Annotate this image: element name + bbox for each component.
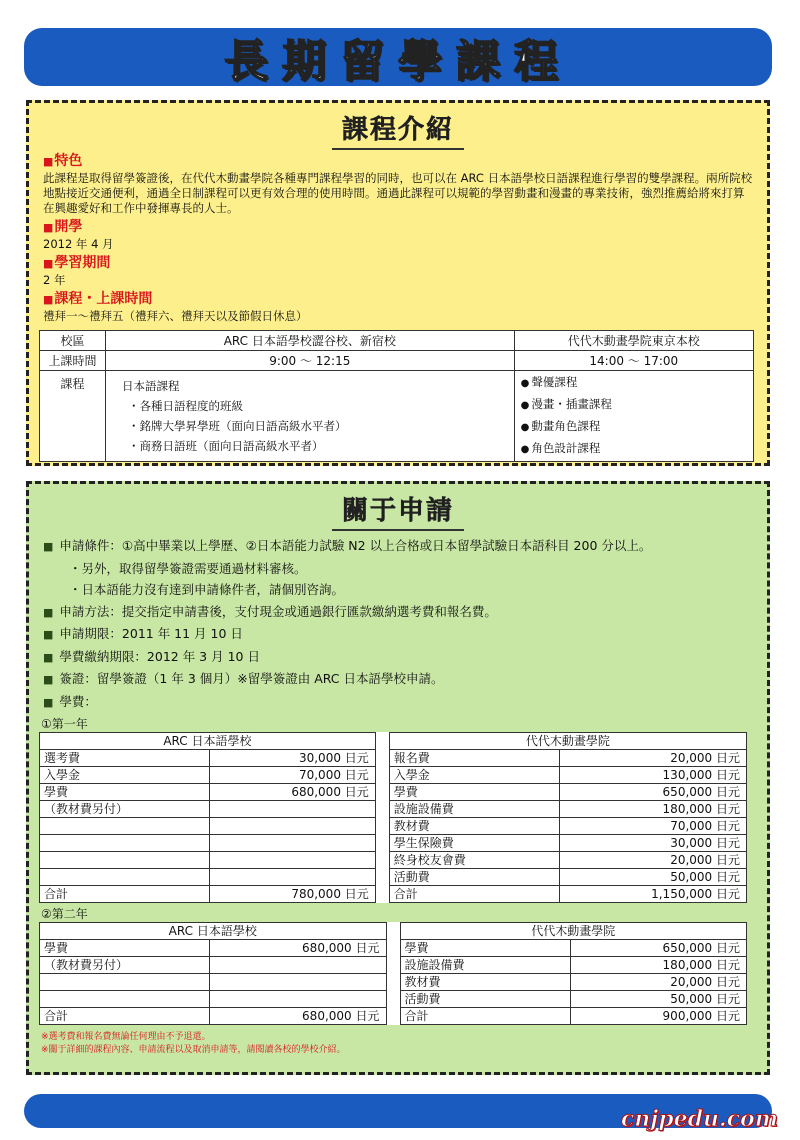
fee-amount-a xyxy=(210,835,376,852)
table-row xyxy=(40,852,747,869)
fee-item-a xyxy=(40,974,210,991)
intro-heading: 課程介紹 xyxy=(29,109,767,150)
application-panel xyxy=(26,481,770,1075)
fee-amount-b: 900,000 日元 xyxy=(570,1008,747,1025)
list-item: ● 動畫角色課程 xyxy=(521,416,747,438)
table-row xyxy=(40,750,747,767)
year2-fee-table xyxy=(39,922,747,1025)
fee-amount-a: 680,000 日元 xyxy=(210,1008,387,1025)
fee-amount-b: 30,000 日元 xyxy=(559,835,746,852)
table-row xyxy=(40,767,747,784)
fee-item-b: 活動費 xyxy=(400,991,570,1008)
fee-item-a: 合計 xyxy=(40,886,210,903)
fee-item-b: 合計 xyxy=(389,886,559,903)
fee-amount-b: 130,000 日元 xyxy=(559,767,746,784)
table-row xyxy=(40,835,747,852)
table-header xyxy=(40,733,747,750)
fee-amount-a: 780,000 日元 xyxy=(210,886,376,903)
fee-amount-a: 70,000 日元 xyxy=(210,767,376,784)
fee-amount-a: 680,000 日元 xyxy=(210,940,387,957)
schedule-label: ■ 課程・上課時間 xyxy=(43,290,753,309)
table-row xyxy=(40,801,747,818)
year1-fee-table xyxy=(39,732,747,903)
table-row xyxy=(40,1008,747,1025)
cond-sub1: ・另外，取得留學簽證需要通過材料審核。 xyxy=(69,560,307,576)
visa-item: ■ 簽證：留學簽證（1 年 3 個月）※留學簽證由 ARC 日本語學校申請。 xyxy=(43,671,444,686)
fee-amount-b: 70,000 日元 xyxy=(559,818,746,835)
time-label: 上課時間 xyxy=(40,351,106,371)
table-header xyxy=(40,923,747,940)
list-item: ・銘牌大學昇學班（面向日語高級水平者） xyxy=(128,419,347,433)
table-row xyxy=(40,974,747,991)
fee-item-b: 教材費 xyxy=(400,974,570,991)
fee-item-a xyxy=(40,869,210,886)
fee-item-a xyxy=(40,852,210,869)
fee-item-b: 報名費 xyxy=(389,750,559,767)
apply-heading: 關于申請 xyxy=(29,490,767,531)
table-row xyxy=(40,991,747,1008)
fee-item-b: 設施設備費 xyxy=(389,801,559,818)
title-banner xyxy=(24,28,772,86)
campus-a: ARC 日本語學校澀谷校、新宿校 xyxy=(106,331,515,351)
page-title: 長期留學課程 xyxy=(224,36,572,87)
fee-item-a: （教材費另付） xyxy=(40,957,210,974)
fee-item-a xyxy=(40,835,210,852)
list-item: ● 漫畫・插畫課程 xyxy=(521,394,747,416)
features-text: 此課程是取得留學簽證後，在代代木動畫學院各種專門課程學習的同時，也可以在 ARC 日本語學校日語課程進行學習的雙學課程。兩所院校地點接近交通便利，通過全日制課程可以更有效合理的使用時間。通過此課程可以規範的學習動畫和漫畫的專業技術，強烈推薦給將來打算在興趣愛好和工作中發揮專長的人士。 xyxy=(43,171,753,215)
list-item: ・各種日語程度的班級 xyxy=(128,399,243,413)
deadline-item: ■ 申請期限：2011 年 11 月 10 日 xyxy=(43,626,243,641)
period-label: ■ 學習期間 xyxy=(43,254,753,273)
fee-amount-b: 650,000 日元 xyxy=(570,940,747,957)
school-a-header: ARC 日本語學校 xyxy=(40,923,387,940)
period-value: 2 年 xyxy=(43,273,66,287)
note-2: ※關于詳細的課程內容、申請流程以及取消申請等，請閱讀各校的學校介紹。 xyxy=(41,1045,346,1055)
fee-amount-a xyxy=(210,974,387,991)
fee-item: ■ 學費： xyxy=(43,693,97,709)
start-label: ■ 開學 xyxy=(43,218,753,237)
fee-amount-b: 180,000 日元 xyxy=(570,957,747,974)
cond-sub2: ・日本語能力沒有達到申請條件者，請個別咨詢。 xyxy=(69,582,345,597)
time-a: 9:00 ～ 12:15 xyxy=(106,351,515,371)
course-label: 課程 xyxy=(40,371,106,462)
courses-a xyxy=(106,371,515,462)
fee-amount-b: 20,000 日元 xyxy=(559,852,746,869)
fee-amount-b: 1,150,000 日元 xyxy=(559,886,746,903)
schedule-text: 禮拜一～禮拜五（禮拜六、禮拜天以及節假日休息） xyxy=(43,309,308,323)
campus-b: 代代木動畫學院東京本校 xyxy=(514,331,753,351)
table-row xyxy=(40,957,747,974)
fee-item-a: 入學金 xyxy=(40,767,210,784)
fee-item-b: 入學金 xyxy=(389,767,559,784)
table-row xyxy=(40,869,747,886)
fee-item-a: 學費 xyxy=(40,940,210,957)
fee-item-b: 設施設備費 xyxy=(400,957,570,974)
cond-item: ■ 申請條件：①高中畢業以上學歷、②日本語能力試驗 N2 以上合格或日本留學試驗日本語科目 200 分以上。 xyxy=(43,538,652,553)
start-value: 2012 年 4 月 xyxy=(43,237,114,251)
table-row xyxy=(40,371,754,462)
fee-item-a: 合計 xyxy=(40,1008,210,1025)
apply-list xyxy=(29,535,767,713)
table-row xyxy=(40,331,754,351)
fee-item-b: 終身校友會費 xyxy=(389,852,559,869)
time-b: 14:00 ～ 17:00 xyxy=(514,351,753,371)
year2-label: ②第二年 xyxy=(41,907,88,921)
features-label: ■ 特色 xyxy=(43,152,753,171)
fee-item-b: 學生保險費 xyxy=(389,835,559,852)
schedule-table xyxy=(39,330,754,462)
fee-item-b: 合計 xyxy=(400,1008,570,1025)
fee-amount-b: 50,000 日元 xyxy=(559,869,746,886)
fee-amount-b: 20,000 日元 xyxy=(559,750,746,767)
list-item: ● 角色設計課程 xyxy=(521,438,747,460)
list-item: ● 聲優課程 xyxy=(521,372,747,394)
fee-amount-b: 20,000 日元 xyxy=(570,974,747,991)
table-row xyxy=(40,818,747,835)
intro-section xyxy=(43,152,753,324)
notes xyxy=(41,1031,767,1057)
fee-item-b: 學費 xyxy=(400,940,570,957)
fee-amount-a: 680,000 日元 xyxy=(210,784,376,801)
fee-amount-a xyxy=(210,957,387,974)
note-1: ※選考費和報名費無論任何理由不予退還。 xyxy=(41,1032,211,1042)
table-row xyxy=(40,940,747,957)
fee-amount-b: 50,000 日元 xyxy=(570,991,747,1008)
tuition-deadline-item: ■ 學費繳納期限：2012 年 3 月 10 日 xyxy=(43,648,260,664)
table-row xyxy=(40,784,747,801)
fee-amount-a xyxy=(210,852,376,869)
method-item: ■ 申請方法：提交指定申請書後，支付現金或通過銀行匯款繳納選考費和報名費。 xyxy=(43,603,497,619)
fee-item-b: 活動費 xyxy=(389,869,559,886)
table-row xyxy=(40,351,754,371)
year1-label: ①第一年 xyxy=(41,717,88,731)
course-intro-panel xyxy=(26,100,770,466)
courses-a-title: 日本語課程 xyxy=(122,379,180,393)
school-b-header: 代代木動畫學院 xyxy=(400,923,747,940)
fee-amount-a xyxy=(210,818,376,835)
fee-item-a xyxy=(40,991,210,1008)
fee-amount-a xyxy=(210,991,387,1008)
fee-amount-b: 180,000 日元 xyxy=(559,801,746,818)
school-b-header: 代代木動畫學院 xyxy=(389,733,746,750)
school-a-header: ARC 日本語學校 xyxy=(40,733,376,750)
fee-item-a: 學費 xyxy=(40,784,210,801)
fee-amount-b: 650,000 日元 xyxy=(559,784,746,801)
fee-item-a: （教材費另付） xyxy=(40,801,210,818)
watermark: cnjpedu.com xyxy=(620,1106,778,1132)
fee-amount-a xyxy=(210,801,376,818)
fee-amount-a: 30,000 日元 xyxy=(210,750,376,767)
fee-item-a xyxy=(40,818,210,835)
fee-item-b: 教材費 xyxy=(389,818,559,835)
fee-amount-a xyxy=(210,869,376,886)
courses-b xyxy=(514,371,753,462)
fee-item-b: 學費 xyxy=(389,784,559,801)
table-row xyxy=(40,886,747,903)
list-item: ・商務日語班（面向日語高級水平者） xyxy=(128,439,324,453)
campus-label: 校區 xyxy=(40,331,106,351)
fee-item-a: 選考費 xyxy=(40,750,210,767)
